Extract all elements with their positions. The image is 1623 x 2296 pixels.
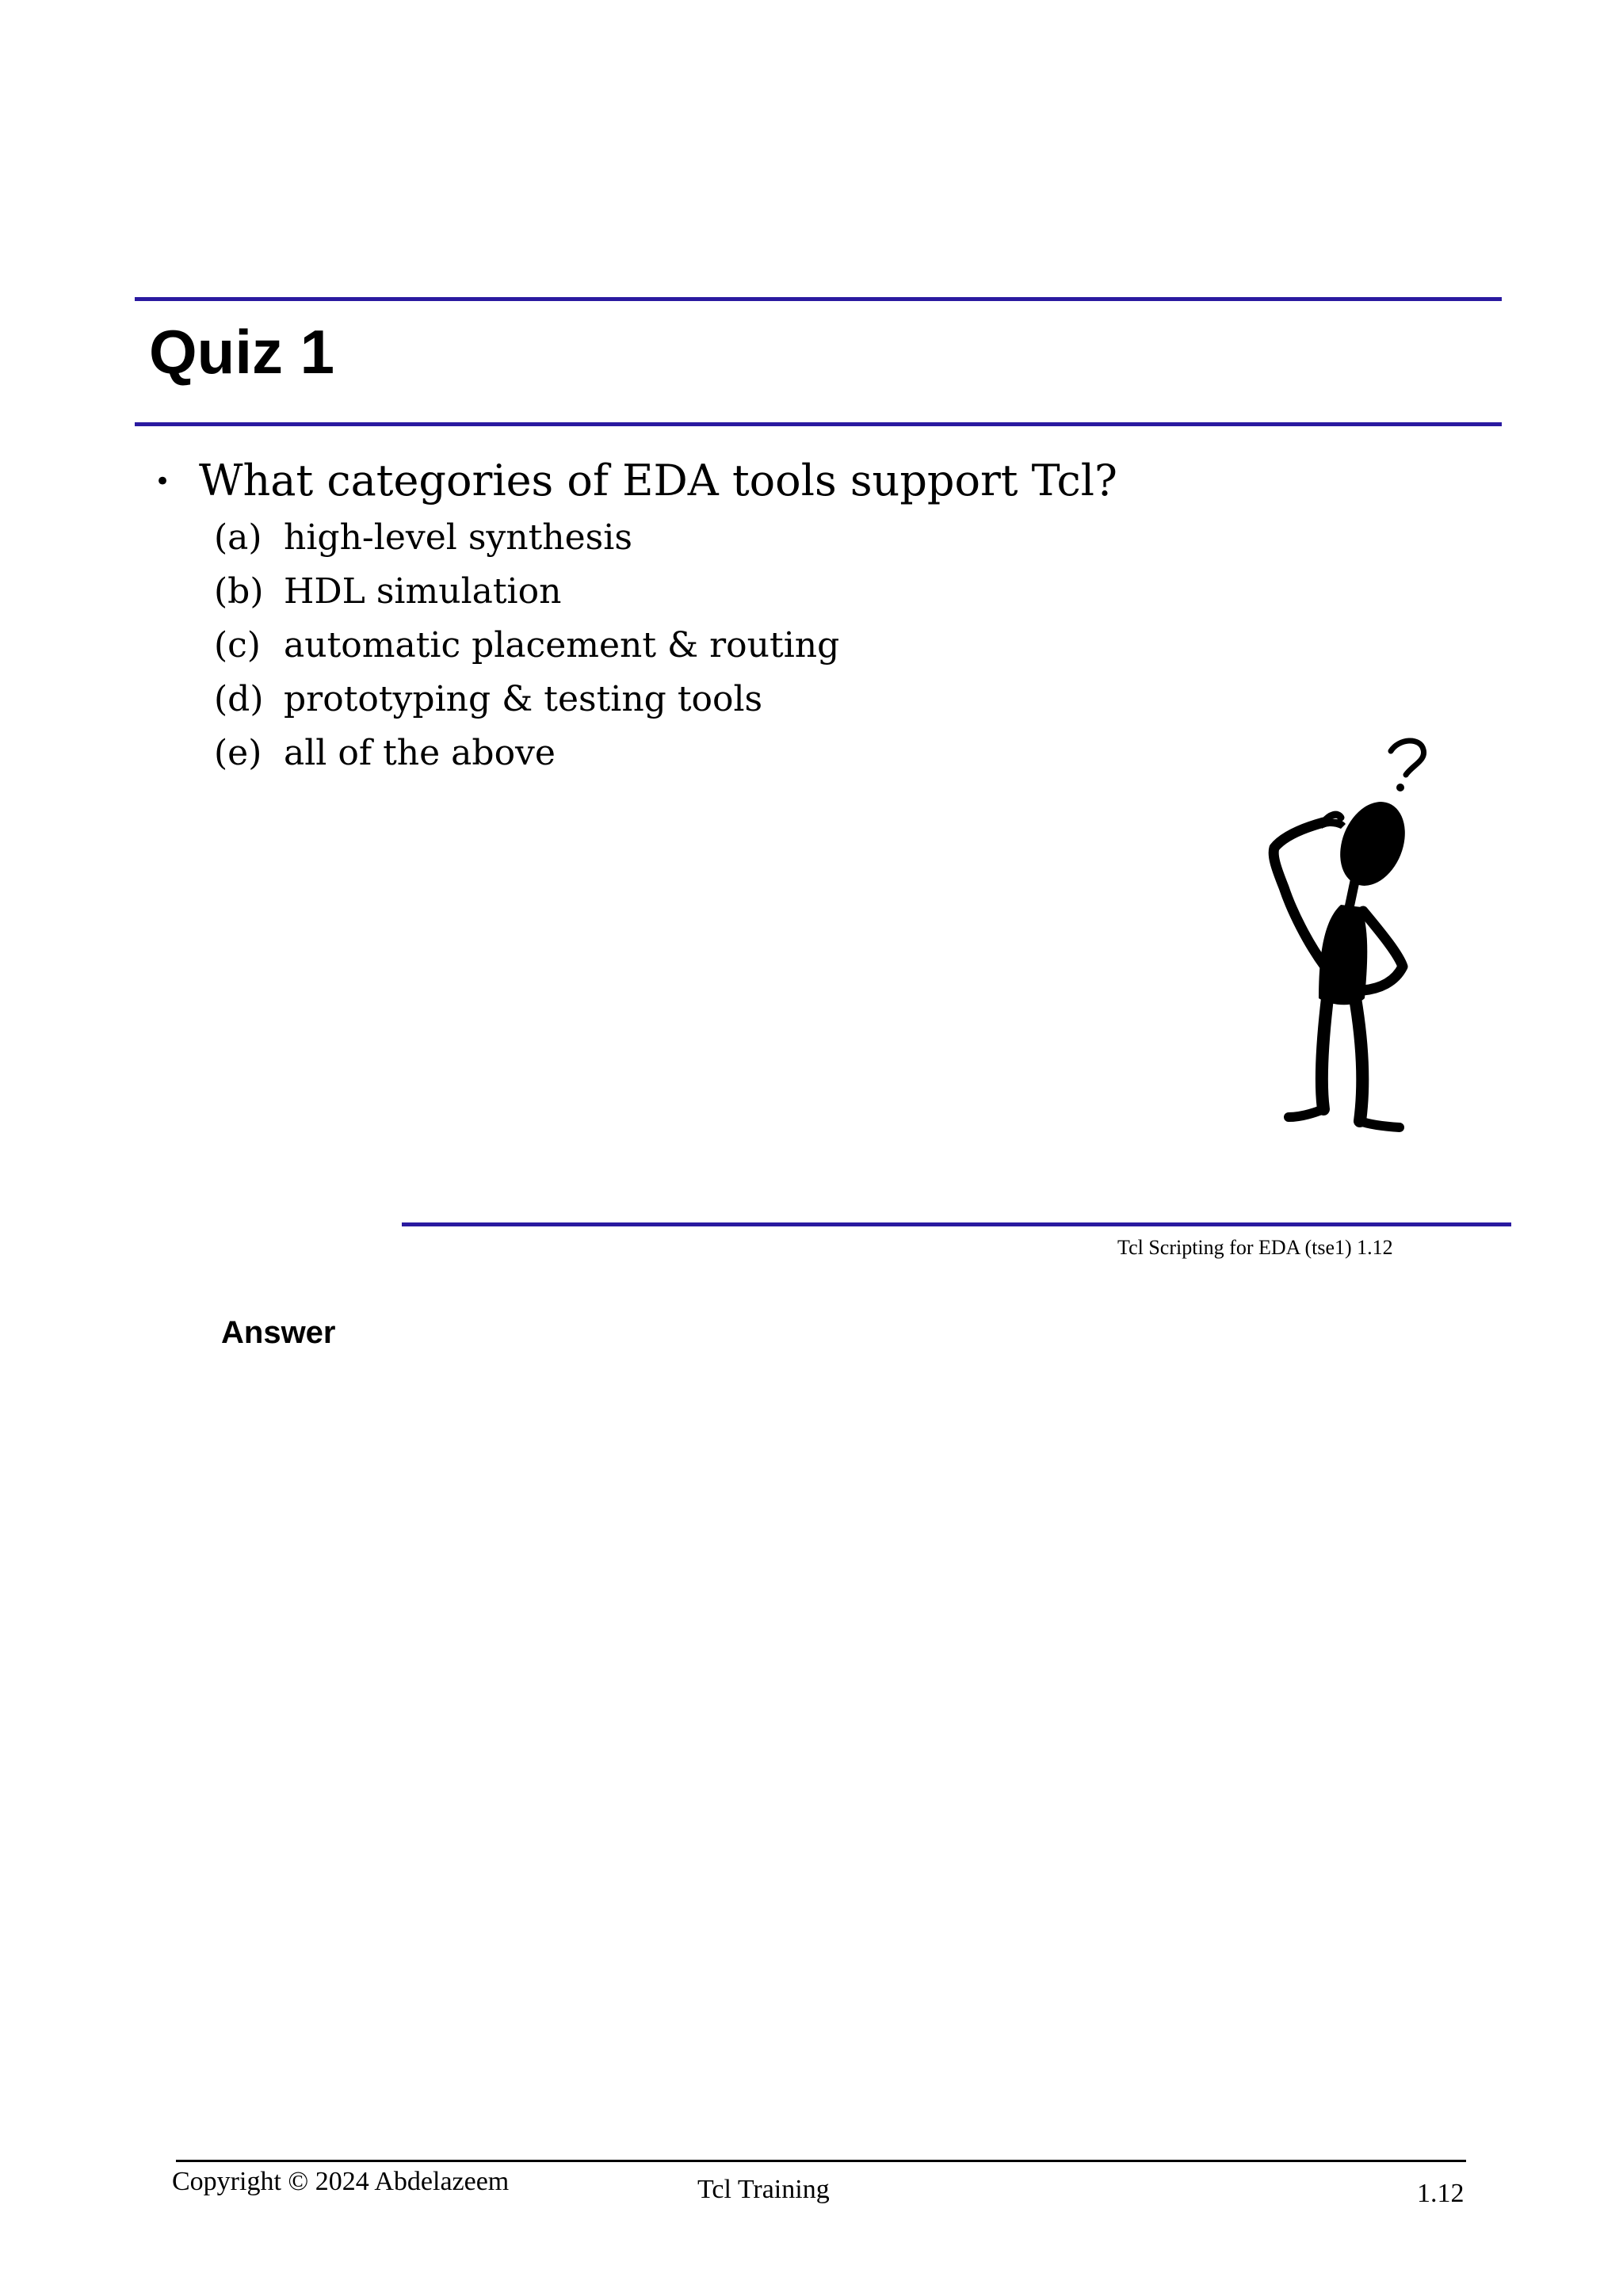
option-text: all of the above [284,733,556,773]
option-letter: (d) [214,679,264,719]
slide-footer-caption: Tcl Scripting for EDA (tse1) 1.12 [1117,1236,1393,1259]
slide-footer-rule [402,1222,1511,1226]
option-text: prototyping & testing tools [284,679,763,719]
copyright-text: Copyright © 2024 Abdelazeem [172,2167,510,2196]
title-bottom-rule [135,422,1502,426]
option-letter: (c) [214,625,261,666]
answer-options-list [214,511,839,780]
page-footer-rule [176,2160,1466,2162]
question-bullet [155,453,1117,509]
option-letter: (e) [214,733,262,773]
slide-title: Quiz 1 [149,317,335,387]
option-letter: (b) [214,571,264,612]
option-text: high-level synthesis [284,517,632,558]
list-item-option-d [214,673,839,727]
bullet-icon: • [155,466,171,498]
list-item-option-a [214,511,839,565]
option-text: HDL simulation [284,571,562,612]
footer-center-text: Tcl Training [697,2175,830,2204]
question-text: What categories of EDA tools support Tcl? [199,456,1117,505]
option-text: automatic placement & routing [284,625,840,666]
page-number: 1.12 [1417,2179,1465,2208]
title-top-rule [135,297,1502,301]
list-item-option-e [214,727,839,780]
list-item-option-b [214,565,839,619]
option-letter: (a) [214,517,262,558]
answer-label: Answer [221,1315,336,1350]
thinking-person-icon [1236,729,1450,1157]
list-item-option-c [214,619,839,673]
